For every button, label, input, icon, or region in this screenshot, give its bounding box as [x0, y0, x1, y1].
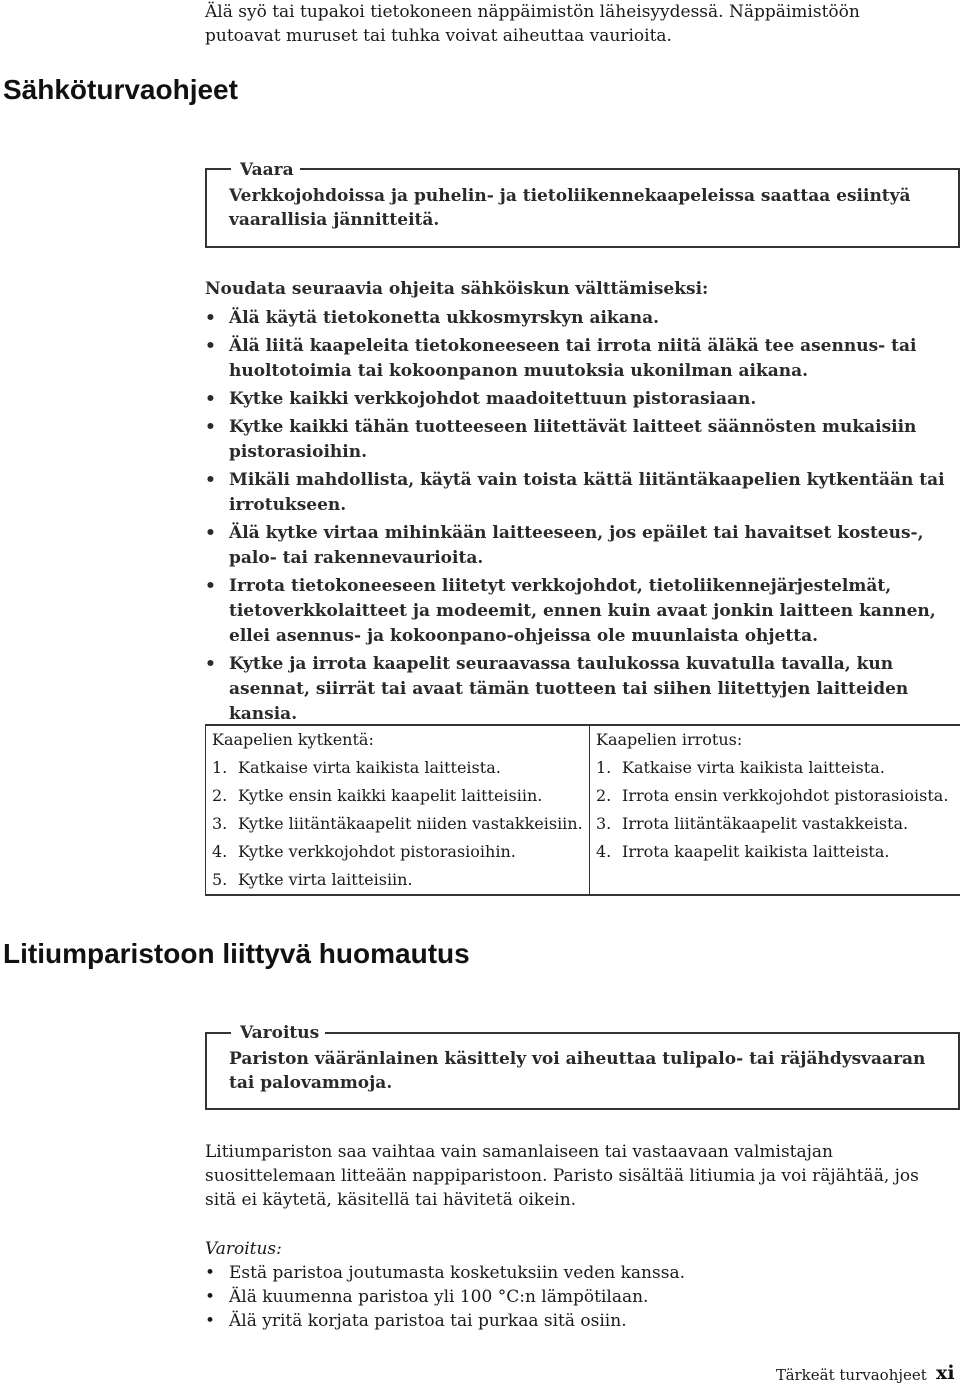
list-item: • Älä käytä tietokonetta ukkosmyrskyn aikana.: [205, 306, 960, 331]
list-item: • Mikäli mahdollista, käytä vain toista kättä liitäntäkaapelien kytkentään tai irrotukseen.: [205, 470, 945, 515]
page-number: xi: [936, 1362, 955, 1384]
bullet-icon: •: [205, 523, 216, 543]
intro-paragraph: Älä syö tai tupakoi tietokoneen näppäimistön läheisyydessä. Näppäimistöön putoavat muruset tai tuhka voivat aiheuttaa vaurioita.: [205, 2, 860, 46]
table-cell: 4. Irrota kaapelit kaikista laitteista.: [590, 838, 960, 866]
connect-header: Kaapelien kytkentä:: [206, 725, 590, 754]
bullet-icon: •: [205, 1311, 216, 1331]
list-item: • Älä kuumenna paristoa yli 100 °C:n lämpötilaan.: [205, 1287, 649, 1307]
table-cell: 5. Kytke virta laitteisiin.: [206, 866, 590, 895]
list-item: • Kytke kaikki tähän tuotteeseen liitettävät laitteet säännösten mukaisiin pistorasioihin.: [205, 417, 917, 462]
list-item: • Estä paristoa joutumasta kosketuksiin veden kanssa.: [205, 1263, 685, 1283]
list-item: • Kytke ja irrota kaapelit seuraavassa taulukossa kuvatulla tavalla, kun asennat, siirrät tai avaat tämän tuotteen tai siihen liitettyjen laitteiden kansia.: [205, 654, 909, 724]
bullet-icon: •: [205, 654, 216, 674]
bullet-icon: •: [205, 576, 216, 596]
list-item: • Irrota tietokoneeseen liitetyt verkkojohdot, tietoliikennejärjestelmät, tietoverkkolaitteet ja modeemit, ennen kuin avaat jonkin laitteen kannen, ellei asennus- ja kokoonpano-ohjeissa ole muunlaista ohjetta.: [205, 576, 936, 646]
warning-label: Varoitus:: [205, 1239, 282, 1259]
table-cell: 2. Irrota ensin verkkojohdot pistorasioista.: [590, 782, 960, 810]
bullet-icon: •: [205, 308, 216, 328]
list-item: • Älä liitä kaapeleita tietokoneeseen tai irrota niitä äläkä tee asennus- tai huoltotoimia tai kokoonpanon muutoksia ukonilman aikana.: [205, 336, 917, 381]
battery-heading: Litiumparistoon liittyvä huomautus: [3, 938, 470, 969]
table-cell: 3. Kytke liitäntäkaapelit niiden vastakkeisiin.: [206, 810, 590, 838]
bullet-icon: •: [205, 1287, 216, 1307]
safety-rules-list: [205, 306, 960, 730]
danger-label: Vaara: [240, 160, 294, 180]
battery-warnings-list: [205, 1261, 950, 1333]
instructions-intro: Noudata seuraavia ohjeita sähköiskun välttämiseksi:: [205, 279, 709, 299]
bullet-icon: •: [205, 336, 216, 356]
caution-label: Varoitus: [240, 1023, 320, 1043]
list-item: • Älä yritä korjata paristoa tai purkaa sitä osiin.: [205, 1311, 627, 1331]
list-item: • Kytke kaikki verkkojohdot maadoitettuun pistorasiaan.: [205, 387, 960, 412]
table-cell: 4. Kytke verkkojohdot pistorasioihin.: [206, 838, 590, 866]
table-cell: 1. Katkaise virta kaikista laitteista.: [590, 754, 960, 782]
table-cell: 1. Katkaise virta kaikista laitteista.: [206, 754, 590, 782]
caution-text: Pariston vääränlainen käsittely voi aiheuttaa tulipalo- tai räjähdysvaaran tai palovammoja.: [229, 1049, 926, 1093]
battery-paragraph: Litiumpariston saa vaihtaa vain samanlaiseen tai vastaavaan valmistajan suosittelemaan litteään nappiparistoon. Paristo sisältää litiumia ja voi räjähtää, jos sitä ei käytetä, käsitellä tai hävitetä oikein.: [205, 1142, 919, 1210]
table-cell: [590, 866, 960, 895]
disconnect-header: Kaapelien irrotus:: [590, 725, 960, 754]
bullet-icon: •: [205, 389, 216, 409]
footer-section-title: Tärkeät turvaohjeet: [776, 1366, 927, 1384]
bullet-icon: •: [205, 470, 216, 490]
cable-procedure-table: [205, 724, 960, 896]
list-item: • Älä kytke virtaa mihinkään laitteeseen, jos epäilet tai havaitset kosteus-, palo- tai rakennevaurioita.: [205, 523, 924, 568]
danger-text: Verkkojohdoissa ja puhelin- ja tietoliikennekaapeleissa saattaa esiintyä vaarallisia jännitteitä.: [229, 186, 911, 230]
bullet-icon: •: [205, 417, 216, 437]
table-cell: 3. Irrota liitäntäkaapelit vastakkeista.: [590, 810, 960, 838]
bullet-icon: •: [205, 1263, 216, 1283]
electrical-safety-heading: Sähköturvaohjeet: [3, 74, 238, 105]
table-cell: 2. Kytke ensin kaikki kaapelit laitteisiin.: [206, 782, 590, 810]
